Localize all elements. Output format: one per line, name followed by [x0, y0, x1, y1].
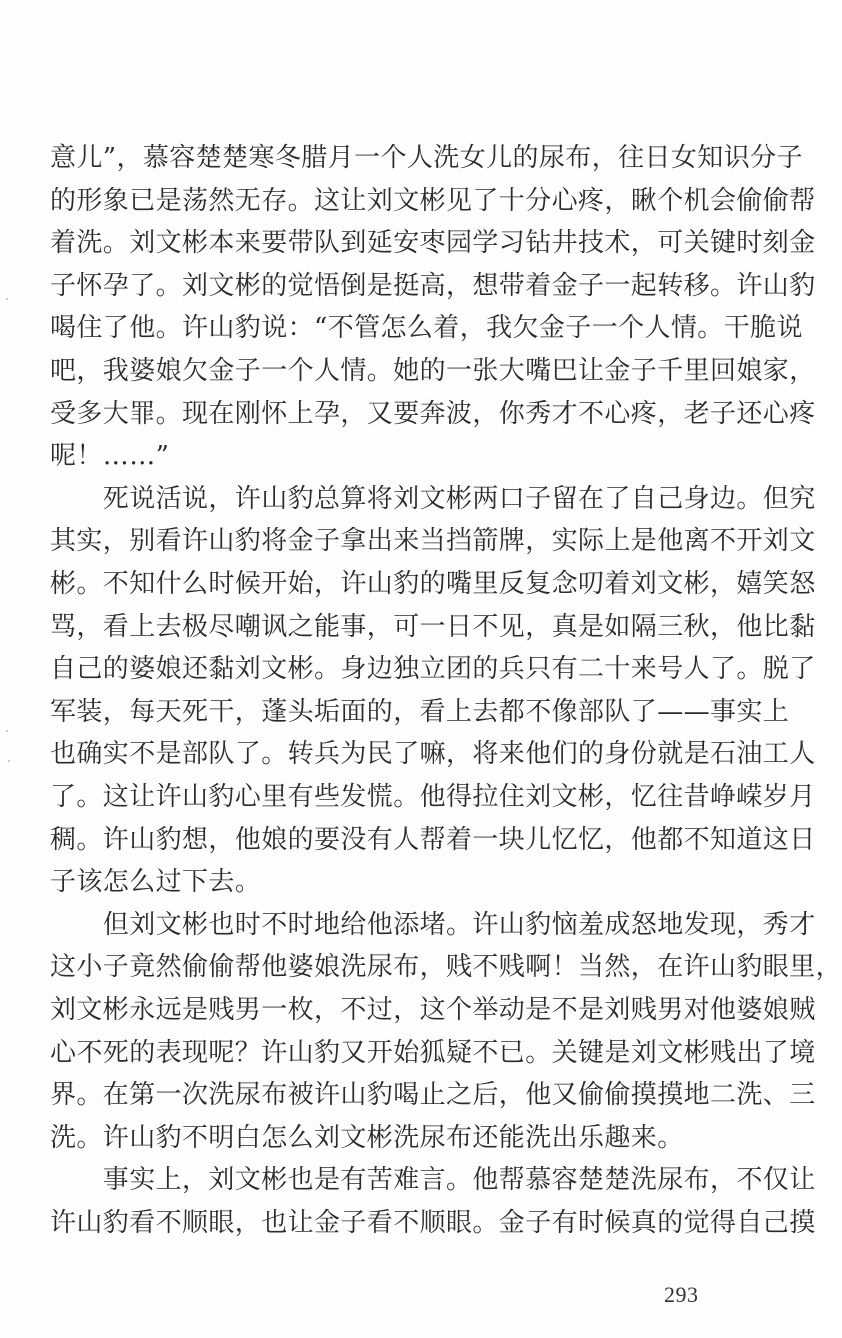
page-number: 293 — [664, 1282, 699, 1307]
text-line: 的形象已是荡然无存。这让刘文彬见了十分心疼，瞅个机会偷偷帮 — [50, 185, 816, 216]
text-line: 意儿”，慕容楚楚寒冬腊月一个人洗女儿的尿布，往日女知识分子 — [50, 143, 803, 173]
paragraph-start-line: 事实上，刘文彬也是有苦难言。他帮慕容楚楚洗尿布，不仅让 — [50, 1165, 816, 1196]
text-line: 呢！……” — [50, 441, 170, 472]
text-line: 心不死的表现呢？许山豹又开始狐疑不已。关键是刘文彬贱出了境 — [50, 1037, 816, 1068]
text-line: 稠。许山豹想，他娘的要没有人帮着一块儿忆忆，他都不知道这日 — [50, 824, 816, 855]
text-line: 也确实不是部队了。转兵为民了嘛，将来他们的身份就是石油工人 — [50, 739, 816, 770]
text-line: 这小子竟然偷偷帮他婆娘洗尿布，贱不贱啊！当然，在许山豹眼里， — [50, 952, 842, 983]
scan-speck — [8, 760, 10, 762]
text-line: 许山豹看不顺眼，也让金子看不顺眼。金子有时候真的觉得自己摸 — [50, 1208, 816, 1238]
scan-speck — [6, 730, 8, 732]
text-line: 自己的婆娘还黏刘文彬。身边独立团的兵只有二十来号人了。脱了 — [50, 654, 816, 685]
text-line: 着洗。刘文彬本来要带队到延安枣园学习钻井技术，可关键时刻金 — [50, 228, 816, 259]
text-line: 其实，别看许山豹将金子拿出来当挡箭牌，实际上是他离不开刘文 — [50, 526, 816, 557]
text-line: 子该怎么过下去。 — [50, 867, 262, 898]
text-line: 了。这让许山豹心里有些发慌。他得拉住刘文彬，忆往昔峥嵘岁月 — [50, 782, 816, 812]
text-line: 吧，我婆娘欠金子一个人情。她的一张大嘴巴让金子千里回娘家， — [50, 356, 816, 386]
paragraph-start-line: 但刘文彬也时不时地给他添堵。许山豹恼羞成怒地发现，秀才 — [50, 909, 816, 940]
scan-speck — [6, 298, 8, 300]
text-line: 受多大罪。现在刚怀上孕，又要奔波，你秀才不心疼，老子还心疼 — [50, 398, 816, 429]
text-line: 子怀孕了。刘文彬的觉悟倒是挺高，想带着金子一起转移。许山豹 — [50, 270, 816, 301]
text-line: 军装，每天死干，蓬头垢面的，看上去都不像部队了——事实上 — [50, 696, 790, 727]
text-line: 洗。许山豹不明白怎么刘文彬洗尿布还能洗出乐趣来。 — [50, 1122, 684, 1153]
paragraph-start-line: 死说活说，许山豹总算将刘文彬两口子留在了自己身边。但究 — [50, 483, 816, 514]
text-line: 彬。不知什么时候开始，许山豹的嘴里反复念叨着刘文彬，嬉笑怒 — [50, 569, 816, 599]
text-line: 刘文彬永远是贱男一枚，不过，这个举动是不是刘贱男对他婆娘贼 — [50, 995, 816, 1025]
text-line: 喝住了他。许山豹说：“不管怎么着，我欠金子一个人情。干脆说 — [50, 313, 803, 344]
text-line: 骂，看上去极尽嘲讽之能事，可一日不见，真是如隔三秋，他比黏 — [50, 611, 816, 642]
text-line: 界。在第一次洗尿布被许山豹喝止之后，他又偷偷摸摸地二洗、三 — [50, 1080, 816, 1111]
